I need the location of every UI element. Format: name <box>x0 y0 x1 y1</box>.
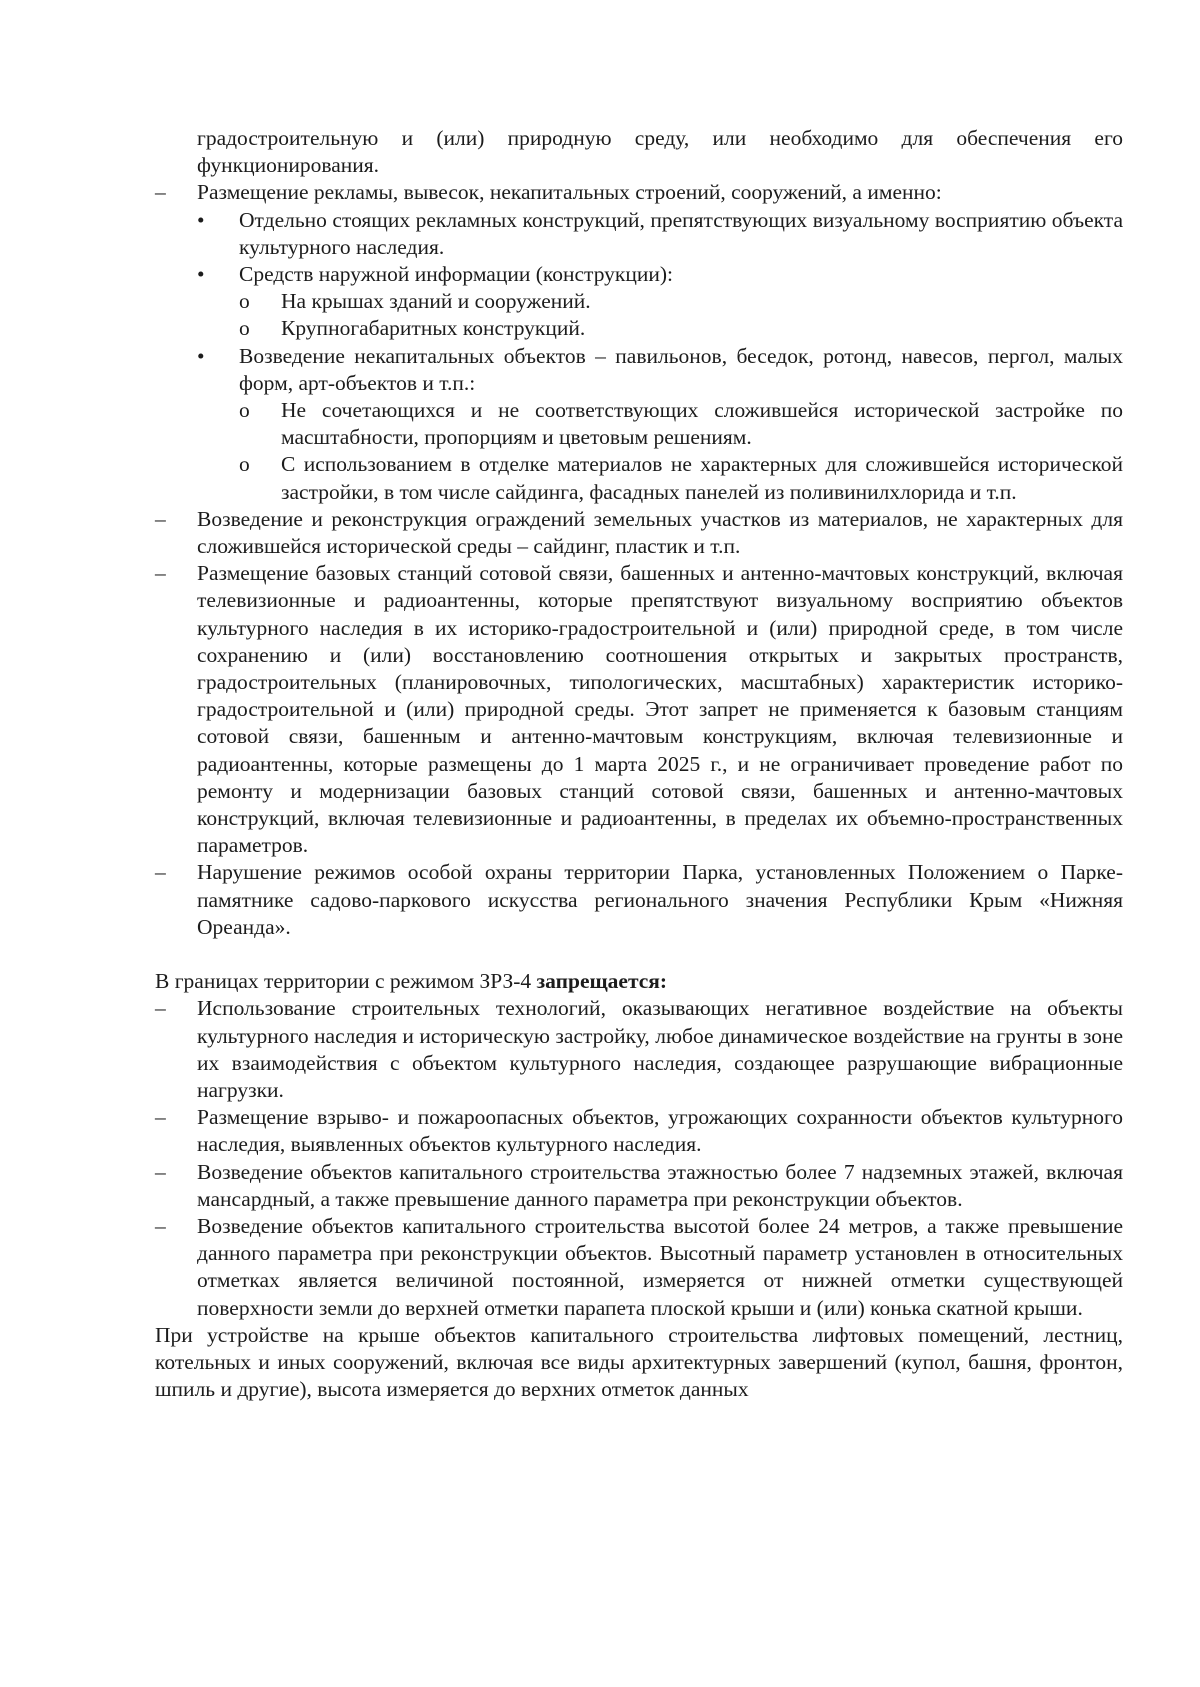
section-heading-prefix: В границах территории с режимом ЗРЗ-4 <box>155 969 537 994</box>
list-item <box>155 207 1123 261</box>
final-paragraph: При устройстве на крыше объектов капитального строительства лифтовых помещений, лестниц, котельных и иных сооружений, включая все виды архитектурных завершений (купол, башня, фронтон, шпиль и другие), высота измеряется до верхних отметок данных <box>155 1322 1123 1402</box>
list-item <box>155 560 1123 859</box>
list-item-text: Средств наружной информации (конструкции): <box>239 262 674 287</box>
section-heading <box>155 968 1123 995</box>
bullet-marker: • <box>197 262 205 287</box>
dash-marker: – <box>155 561 166 586</box>
bullet-marker: • <box>197 343 205 368</box>
list-item <box>155 859 1123 941</box>
list-item-text: С использованием в отделке материалов не характерных для сложившейся исторической застройки, в том числе сайдинга, фасадных панелей из поливинилхлорида и т.п. <box>281 452 1123 504</box>
list-item-text: Возведение некапитальных объектов – павильонов, беседок, ротонд, навесов, пергол, малых форм, арт-объектов и т.п.: <box>239 343 1123 395</box>
list-item <box>155 288 1123 315</box>
restrictions-list-1 <box>155 179 1123 941</box>
dash-marker: – <box>155 506 166 531</box>
list-item-text: Возведение объектов капитального строительства этажностью более 7 надземных этажей, включая мансардный, а также превышение данного параметра при реконструкции объектов. <box>197 1159 1123 1211</box>
document-page <box>155 125 1123 1403</box>
restrictions-list-2 <box>155 995 1123 1321</box>
list-item-text: Размещение рекламы, вывесок, некапитальных строений, сооружений, а именно: <box>197 180 942 205</box>
dash-marker: – <box>155 1105 166 1130</box>
list-item <box>155 343 1123 397</box>
list-item-text: Использование строительных технологий, оказывающих негативное воздействие на объекты культурного наследия и историческую застройку, любое динамическое воздействие на грунты в зоне их взаимодействия с объектом культурного наследия, создающее разрушающие вибрационные нагрузки. <box>197 996 1123 1102</box>
dash-marker: – <box>155 1213 166 1238</box>
list-item <box>155 179 1123 206</box>
list-item-text: Размещение базовых станций сотовой связи, башенных и антенно-мачтовых конструкций, включая телевизионные и радиоантенны, которые препятствуют визуальному восприятию объектов культурного наследия в их историко-градостроительной и (или) природной среде, в том числе сохранению и (или) восстановлению соотношения открытых и закрытых пространств, градостроительных (планировочных, типологических, масштабных) характеристик историко-градостроительной и (или) природной среды. Этот запрет не применяется к базовым станциям сотовой связи, башенным и антенно-мачтовым конструкциям, включая телевизионные и радиоантенны, которые размещены до 1 марта 2025 г., и не ограничивает проведение работ по ремонту и модернизации базовых станций сотовой связи, башенных и антенно-мачтовых конструкций, включая телевизионные и радиоантенны, в пределах их объемно-пространственных параметров. <box>197 561 1123 858</box>
list-item <box>155 995 1123 1104</box>
dash-marker: – <box>155 180 166 205</box>
circle-marker: o <box>239 289 250 314</box>
list-item-text: На крышах зданий и сооружений. <box>281 289 591 314</box>
paragraph-gap <box>155 941 1123 968</box>
intro-continuation: градостроительную и (или) природную среду, или необходимо для обеспечения его функционирования. <box>197 126 1123 178</box>
list-item <box>155 1213 1123 1322</box>
circle-marker: o <box>239 398 250 423</box>
list-item-text: Крупногабаритных конструкций. <box>281 316 586 341</box>
list-item <box>155 261 1123 288</box>
circle-marker: o <box>239 452 250 477</box>
list-item <box>155 451 1123 505</box>
dash-marker: – <box>155 996 166 1021</box>
list-item-text: Возведение объектов капитального строительства высотой более 24 метров, а также превышение данного параметра при реконструкции объектов. Высотный параметр установлен в относительных отметках является величиной постоянной, измеряется от нижней отметки существующей поверхности земли до верхней отметки парапета плоской крыши и (или) конька скатной крыши. <box>197 1213 1123 1320</box>
list-item-text: Размещение взрыво- и пожароопасных объектов, угрожающих сохранности объектов культурного наследия, выявленных объектов культурного наследия. <box>197 1105 1123 1157</box>
list-item <box>155 1104 1123 1158</box>
list-item <box>155 397 1123 451</box>
bullet-marker: • <box>197 207 205 232</box>
circle-marker: o <box>239 316 250 341</box>
section-heading-bold: запрещается: <box>536 969 668 994</box>
list-item <box>155 1159 1123 1213</box>
list-item-text: Отдельно стоящих рекламных конструкций, препятствующих визуальному восприятию объекта культурного наследия. <box>239 207 1123 259</box>
list-item-text: Не сочетающихся и не соответствующих сложившейся исторической застройке по масштабности, пропорциям и цветовым решениям. <box>281 398 1123 450</box>
list-item-text: Нарушение режимов особой охраны территории Парка, установленных Положением о Парке-памятнике садово-паркового искусства регионального значения Республики Крым «Нижняя Ореанда». <box>197 860 1123 939</box>
list-item <box>155 315 1123 342</box>
dash-marker: – <box>155 860 166 885</box>
list-item-text: Возведение и реконструкция ограждений земельных участков из материалов, не характерных для сложившейся исторической среды – сайдинг, пластик и т.п. <box>197 506 1123 559</box>
dash-marker: – <box>155 1159 166 1184</box>
list-item <box>155 506 1123 560</box>
